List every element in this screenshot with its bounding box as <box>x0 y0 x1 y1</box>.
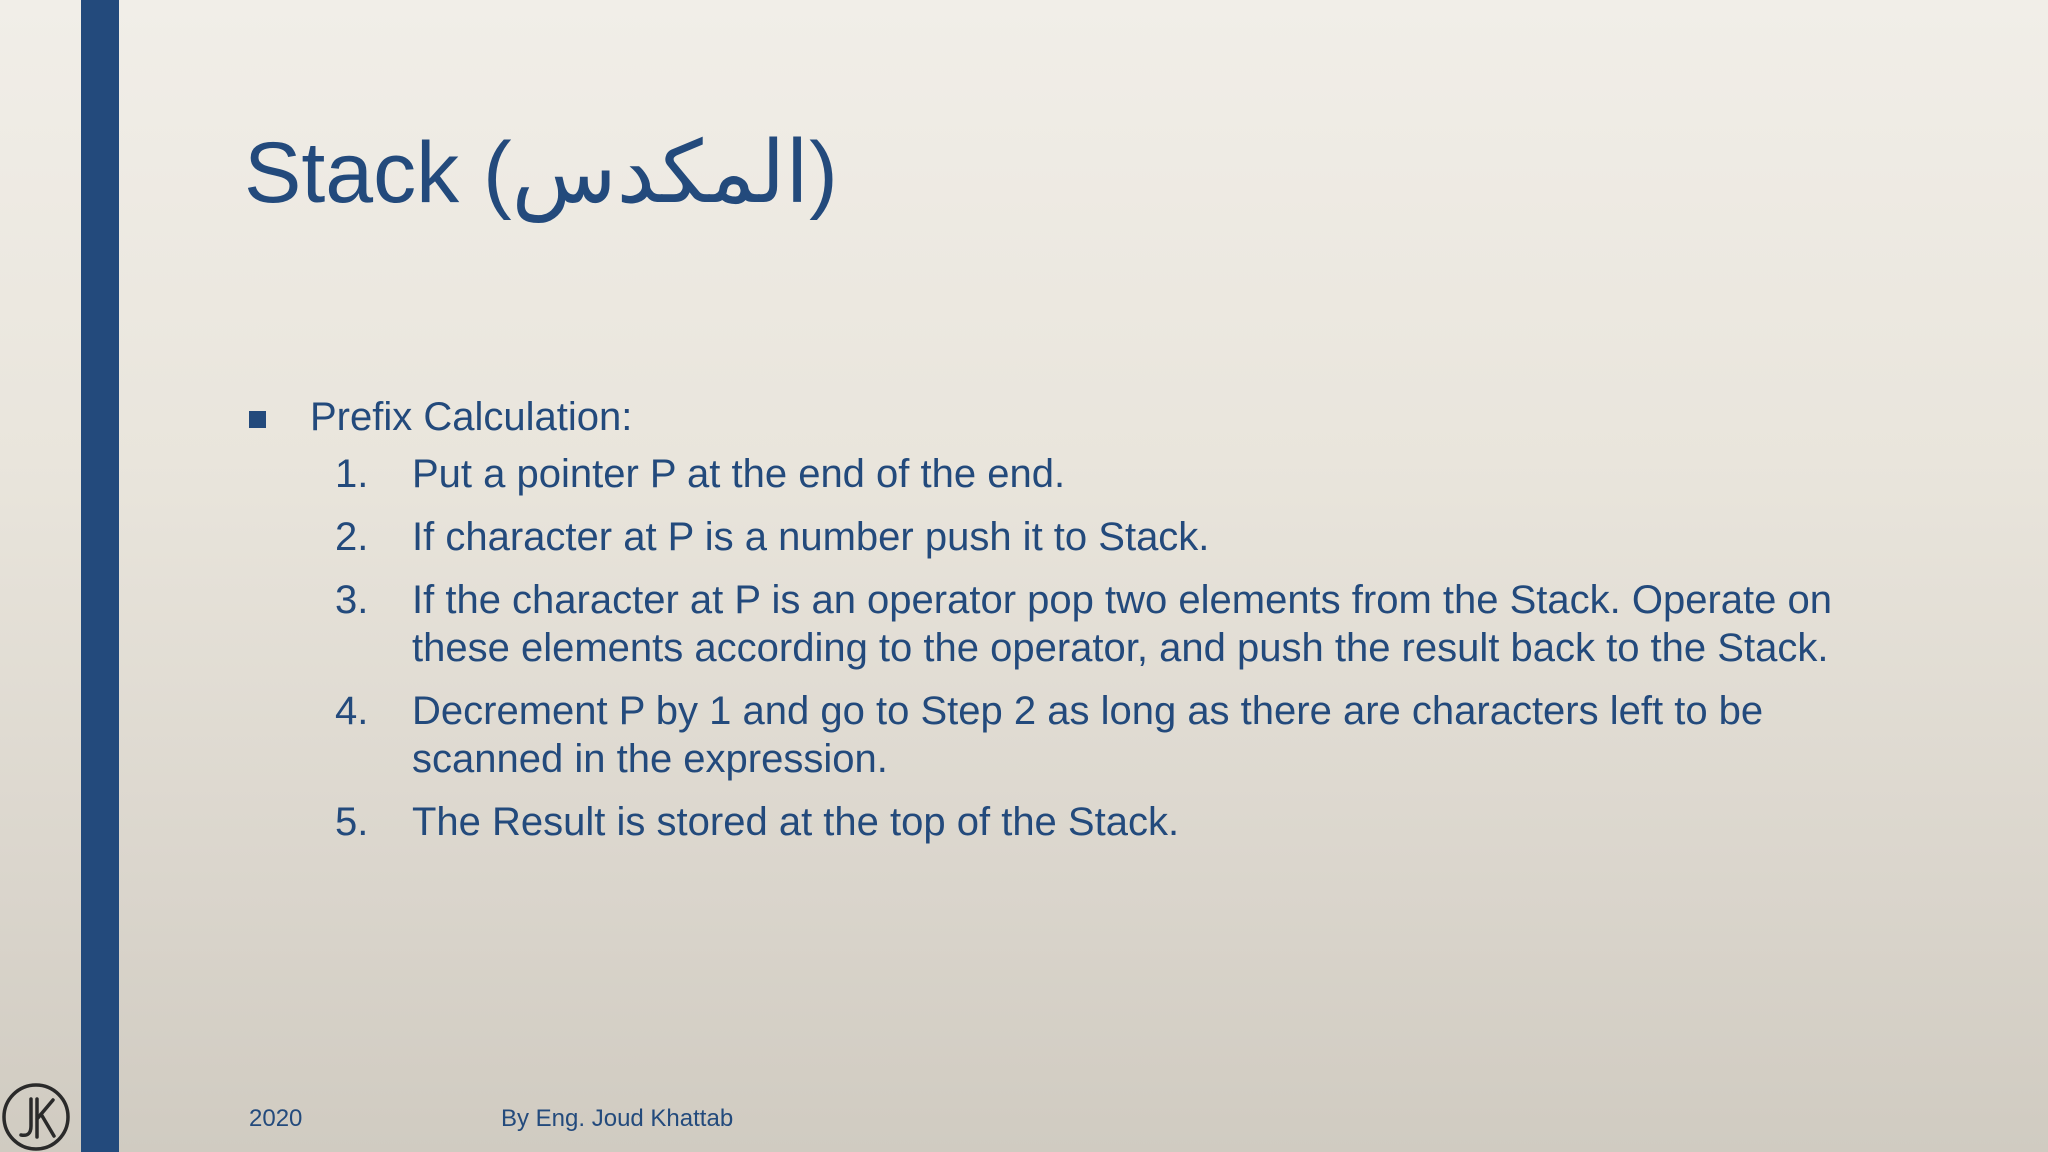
steps-list <box>244 450 1833 846</box>
jk-logo-icon <box>1 1082 71 1152</box>
step-number: 5. <box>335 800 369 844</box>
step-item <box>244 513 1884 561</box>
slide-content <box>244 388 1833 846</box>
slide-title: Stack (المكدس) <box>244 125 838 221</box>
step-number: 2. <box>335 515 369 559</box>
footer-year: 2020 <box>249 1105 303 1132</box>
step-number: 3. <box>335 578 369 622</box>
step-item <box>244 576 1884 672</box>
square-bullet-icon <box>249 411 266 428</box>
step-number: 1. <box>335 452 369 496</box>
step-text: Decrement P by 1 and go to Step 2 as long as there are characters left to be scanned in the expression. <box>412 689 1764 781</box>
step-number: 4. <box>335 689 369 733</box>
step-item <box>244 687 1884 783</box>
left-accent-bar <box>81 0 119 1152</box>
step-text: The Result is stored at the top of the Stack. <box>412 800 1180 844</box>
bullet-text: Prefix Calculation: <box>310 395 633 439</box>
footer-author: By Eng. Joud Khattab <box>501 1105 734 1132</box>
step-item <box>244 798 1884 846</box>
step-item <box>244 450 1884 498</box>
step-text: If the character at P is an operator pop two elements from the Stack. Operate on these elements according to the operator, and push the result back to the Stack. <box>412 578 1833 670</box>
step-text: Put a pointer P at the end of the end. <box>412 452 1066 496</box>
bullet-item <box>244 388 1824 446</box>
step-text: If character at P is a number push it to Stack. <box>412 515 1210 559</box>
